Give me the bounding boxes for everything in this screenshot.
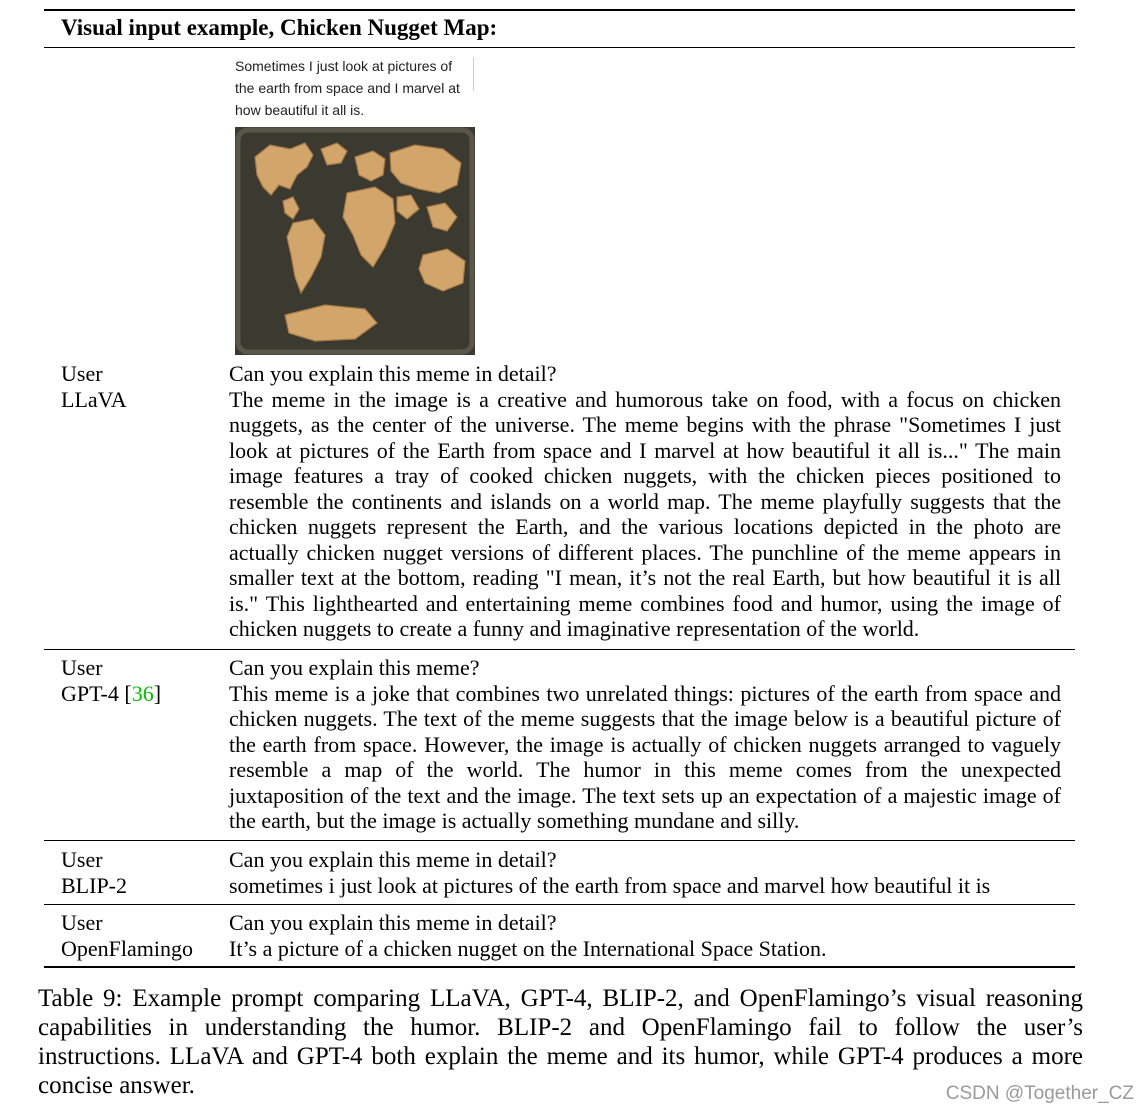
row-openflamingo-text <box>229 910 1061 961</box>
answer-openflamingo: It’s a picture of a chicken nugget on the International Space Station. <box>229 935 827 961</box>
meme-image <box>228 53 478 355</box>
row-rule-3 <box>44 904 1075 905</box>
answer-blip2: sometimes i just look at pictures of the earth from space and marvel how beautiful it is <box>229 872 991 898</box>
row-openflamingo-labels <box>61 910 193 961</box>
row-gpt4-text <box>229 655 1061 834</box>
question-gpt4: Can you explain this meme? <box>229 655 480 680</box>
row-llava-text <box>229 361 1061 642</box>
citation-link[interactable]: 36 <box>131 680 154 706</box>
row-rule-1 <box>44 649 1075 650</box>
question-llava: Can you explain this meme in detail? <box>229 361 557 386</box>
row-blip2-text <box>229 847 1061 898</box>
model-label-openflamingo: OpenFlamingo <box>61 935 193 961</box>
row-llava-labels <box>61 361 127 412</box>
row-blip2-labels <box>61 847 127 898</box>
table-bottom-rule <box>44 966 1075 968</box>
table-caption: Table 9: Example prompt comparing LLaVA, GPT-4, BLIP-2, and OpenFlamingo’s visual reasoning capabilities in understanding the humor. BLIP-2 and OpenFlamingo fail to follow the user’s instructions. LLaVA and GPT-4 both explain the meme and its humor, while GPT-4 produces a more concise answer. <box>38 985 1083 1099</box>
question-openflamingo: Can you explain this meme in detail? <box>229 910 557 935</box>
meme-caption-divider <box>473 57 474 91</box>
table-top-rule <box>44 9 1075 11</box>
model-label-gpt4: GPT-4 [36] <box>61 680 162 706</box>
header-rule <box>44 47 1075 48</box>
user-label: User <box>61 847 103 872</box>
question-blip2: Can you explain this meme in detail? <box>229 847 557 872</box>
model-label-llava: LLaVA <box>61 386 127 412</box>
model-label-blip2: BLIP-2 <box>61 872 127 898</box>
user-label: User <box>61 361 103 386</box>
chicken-nugget-map-photo <box>235 127 475 355</box>
watermark: CSDN @Together_CZ <box>945 1083 1134 1104</box>
user-label: User <box>61 910 103 935</box>
answer-gpt4: This meme is a joke that combines two unrelated things: pictures of the earth from space and chicken nuggets. The text of the meme suggests that the image below is a beautiful picture of the earth from space. However, the image is actually of chicken nuggets arranged to vaguely resemble a map of the world. The humor in this meme comes from the unexpected juxtaposition of the text and the image. The text sets up an expectation of a majestic image of the earth, but the image is actually something mundane and silly. <box>229 680 1061 833</box>
user-label: User <box>61 655 103 680</box>
row-rule-2 <box>44 840 1075 841</box>
answer-llava: The meme in the image is a creative and humorous take on food, with a focus on chicken nuggets, as the center of the universe. The meme begins with the phrase "Sometimes I just look at pictures of the Earth from space and I marvel at how beautiful it all is..." The main image features a tray of cooked chicken nuggets, with the chicken pieces positioned to resemble the continents and islands on a world map. The meme playfully suggests that the chicken nuggets represent the Earth, and the various locations depicted in the photo are actually chicken nugget versions of different places. The punchline of the meme appears in smaller text at the bottom, reading "I mean, it’s not the real Earth, but how beautiful it is all is." This lighthearted and entertaining meme combines food and humor, using the image of chicken nuggets to create a funny and imaginative representation of the world. <box>229 386 1061 641</box>
model-name: GPT-4 <box>61 680 119 706</box>
row-gpt4-labels <box>61 655 161 706</box>
table-header-title: Visual input example, Chicken Nugget Map: <box>61 15 498 40</box>
meme-caption: Sometimes I just look at pictures of the earth from space and I marvel at how beautiful it all is. <box>235 58 460 118</box>
